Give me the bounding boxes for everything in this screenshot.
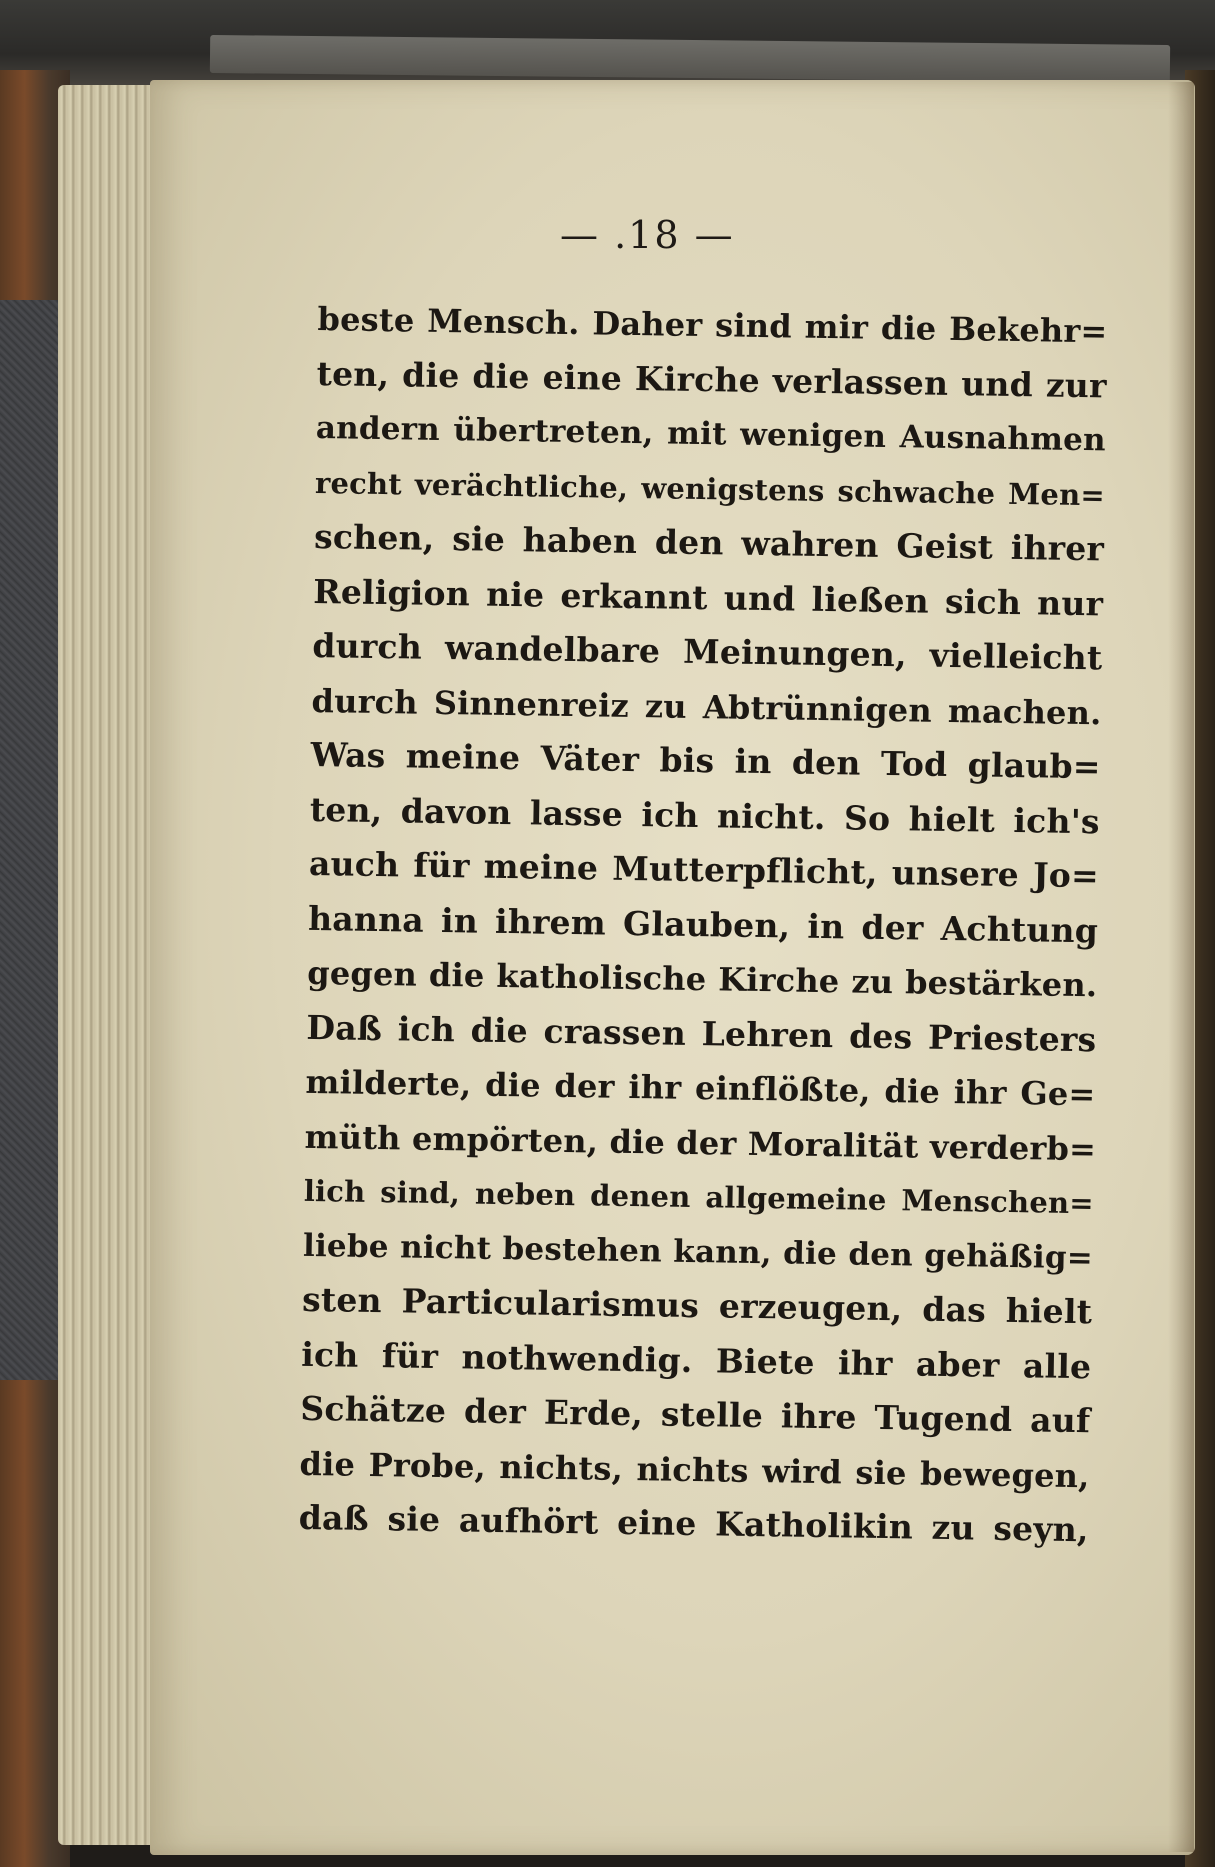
text-line: hanna in ihrem Glauben, in der Achtung — [307, 898, 1099, 950]
text-line: daß sie aufhört eine Katholikin zu seyn, — [298, 1497, 1089, 1550]
text-line: schen, sie haben den wahren Geist ihrer — [313, 516, 1105, 569]
text-line: milderte, die der ihr einflößte, die ihr Ge= — [305, 1062, 1096, 1114]
text-line: Schätze der Erde, stelle ihre Tugend auf — [300, 1388, 1091, 1441]
page-gutter-shadow — [1168, 82, 1194, 1852]
text-line: Daß ich die crassen Lehren des Priesters — [306, 1007, 1097, 1059]
text-line: andern übertreten, mit wenigen Ausnahmen — [315, 409, 1107, 459]
text-line: ten, die die eine Kirche verlassen und zur — [316, 353, 1107, 405]
text-line: durch Sinnenreiz zu Abtrünnigen machen. — [311, 681, 1102, 732]
text-line: ich für nothwendig. Biete ihr aber alle — [301, 1334, 1092, 1386]
text-line: Was meine Väter bis in den Tod glaub= — [310, 734, 1101, 787]
spine-cloth-texture — [0, 300, 58, 1380]
text-line: beste Mensch. Daher sind mir die Bekehr= — [317, 299, 1108, 351]
text-line: die Probe, nichts, nichts wird sie bewegen, — [299, 1444, 1090, 1495]
text-line: sten Particularismus erzeugen, das hielt — [301, 1279, 1093, 1332]
text-line: müth empörten, die der Moralität verderb= — [304, 1117, 1097, 1168]
page-number: — .18 — — [560, 213, 735, 257]
text-line: durch wandelbare Meinungen, vielleicht — [312, 625, 1103, 678]
text-line: liebe nicht bestehen kann, die den gehäßig= — [302, 1227, 1094, 1276]
text-line: recht verächtliche, wenigstens schwache Men= — [314, 465, 1106, 512]
text-line: auch für meine Mutterpflicht, unsere Jo= — [308, 843, 1100, 896]
text-line: gegen die katholische Kirche zu bestärken. — [307, 953, 1098, 1005]
text-line: ten, davon lasse ich nicht. So hielt ich's — [309, 789, 1101, 841]
text-line: Religion nie erkannt und ließen sich nur — [312, 571, 1104, 623]
body-text — [298, 292, 1108, 1558]
text-line: lich sind, neben denen allgemeine Menschen= — [303, 1173, 1095, 1221]
page-header — [0, 213, 1215, 273]
